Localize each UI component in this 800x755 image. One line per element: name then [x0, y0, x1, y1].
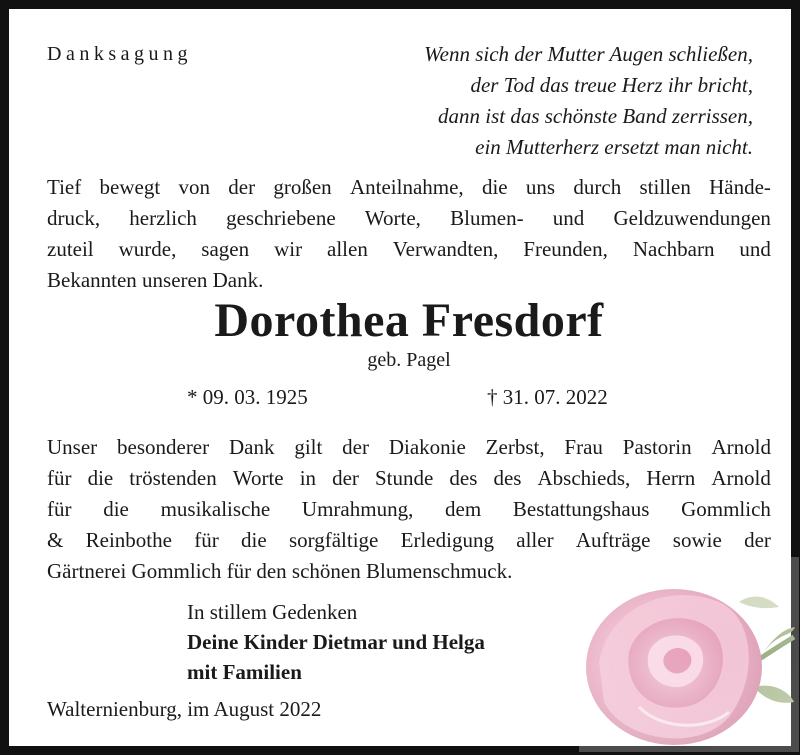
- birth-date: * 09. 03. 1925: [187, 385, 308, 409]
- signature: [187, 597, 485, 687]
- thanks-line: für die musikalische Umrahmung, dem Bestattungshaus Gommlich: [47, 497, 771, 521]
- intro-line: Tief bewegt von der großen Anteilnahme, die uns durch stillen Hände-: [47, 175, 771, 199]
- signature-children: Deine Kinder Dietmar und Helga: [187, 630, 485, 654]
- poem-line: Wenn sich der Mutter Augen schließen,: [424, 42, 753, 66]
- thanks-line: & Reinbothe für die sorgfältige Erledigung aller Aufträge sowie der: [47, 528, 771, 552]
- intro-paragraph: [47, 172, 771, 296]
- thanks-line: Unser besonderer Dank gilt der Diakonie Zerbst, Frau Pastorin Arnold: [47, 435, 771, 459]
- poem-line: ein Mutterherz ersetzt man nicht.: [475, 135, 753, 159]
- signature-families: mit Familien: [187, 660, 302, 684]
- signature-greeting: In stillem Gedenken: [187, 600, 358, 624]
- intro-line: Bekannten unseren Dank.: [47, 268, 264, 292]
- poem: [424, 39, 753, 163]
- deceased-name: Dorothea Fresdorf: [214, 294, 604, 347]
- poem-line: der Tod das treue Herz ihr bricht,: [470, 73, 753, 97]
- death-date: † 31. 07. 2022: [487, 385, 608, 409]
- poem-line: dann ist das schönste Band zerrissen,: [438, 104, 753, 128]
- intro-line: zuteil wurde, sagen wir allen Verwandten, Freunden, Nachbarn und: [47, 237, 771, 261]
- heading: Danksagung: [47, 43, 192, 65]
- place-date: Walternienburg, im August 2022: [47, 697, 322, 721]
- thanks-line: für die tröstenden Worte in der Stunde des des Abschieds, Herrn Arnold: [47, 466, 771, 490]
- thanks-line: Gärtnerei Gommlich für den schönen Blumenschmuck.: [47, 559, 513, 583]
- intro-line: druck, herzlich geschriebene Worte, Blumen- und Geldzuwendungen: [47, 206, 771, 230]
- rose-image: [579, 557, 799, 752]
- maiden-name: geb. Pagel: [367, 349, 451, 371]
